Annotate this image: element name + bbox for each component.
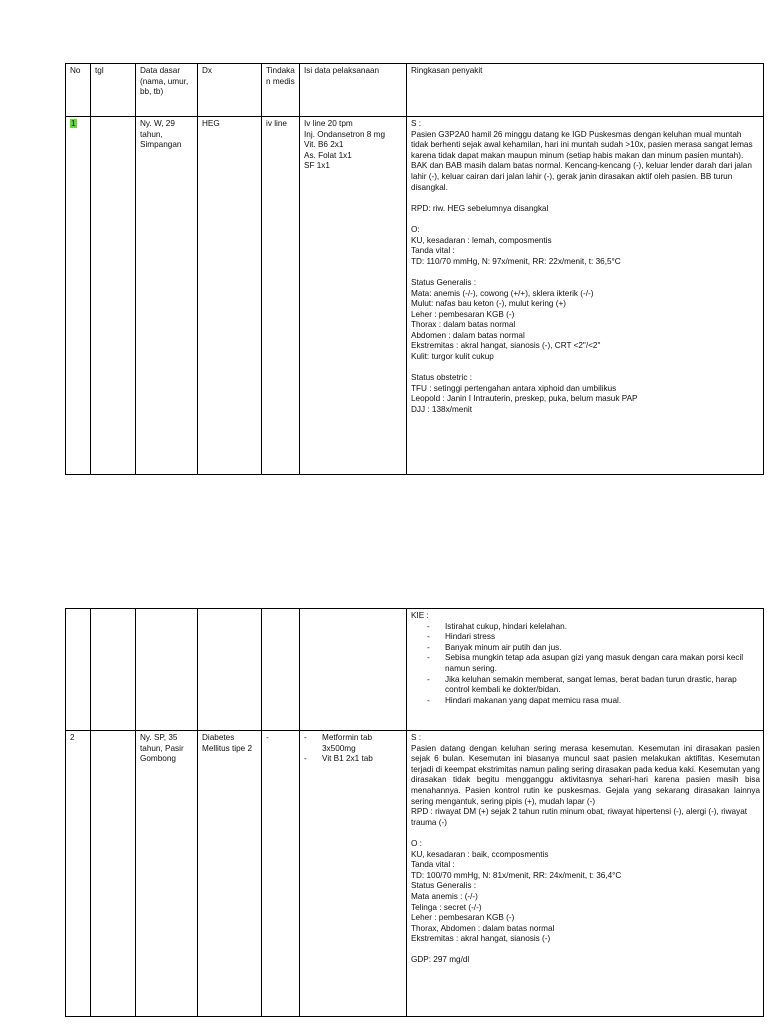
row1-isi-line: As. Folat 1x1 [304,150,352,160]
row2-isi-item: - Vit B1 2x1 tab [304,754,403,765]
row2-o-line: Mata anemis : (-/-) [411,891,478,901]
row2-o-line: Telinga : secret (-/-) [411,902,482,912]
row2-no: 2 [66,731,91,1017]
row1-ringkasan [407,117,764,475]
kie-item: - Istirahat cukup, hindari kelelahan. [427,622,760,633]
row2-o-line: Leher : pembesaran KGB (-) [411,913,515,923]
row1-rpd: RPD: riw. HEG sebelumnya disangkal [411,203,549,213]
row1-isi-data [300,117,407,475]
row1-status-obstetric-label: Status obstetric : [411,373,472,383]
cont-isi-data [300,609,407,731]
header-isi-data: Isi data pelaksanaan [300,64,407,117]
row1-no: 1 [71,119,76,128]
row2-o-line: Status Generalis : [411,881,477,891]
row1-s-text: Pasien G3P2A0 hamil 26 minggu datang ke IGD Puskesmas dengan keluhan mual muntah tidak berhenti sejak awal kehamilan, hari ini muntah sudah >10x, pasien merasa sangat lemas karena tidak dapat makan maupun minum (setiap habis makan dan minum pasien muntah). BAK dan BAB masih dalam batas normal. Kencang-kencang (-), keluar lender darah dari jalan lahir (-), keluar cairan dari jalan lahir (-), gerak janin dirasakan aktif oleh pasien. BB turun disangkal. [411,129,753,192]
row1-so-line: DJJ : 138x/menit [411,405,472,415]
row1-o-line: TD: 110/70 mmHg, N: 97x/menit, RR: 22x/menit, t: 36,5°C [411,256,621,266]
row1-s-label: S : [411,119,422,128]
row1-o-label: O: [411,224,420,234]
medical-record-table-2 [65,608,764,1017]
kie-item: - Hindari makanan yang dapat memicu rasa mual. [427,696,760,707]
row2-o-label: O : [411,838,422,848]
header-tgl: tgl [91,64,136,117]
row2-s-label: S : [411,733,422,742]
table-header-row [66,64,764,117]
kie-list [411,622,760,707]
row1-isi-line: Iv line 20 tpm [304,119,353,128]
row1-no-cell [66,117,91,475]
header-tindakan: Tindakan medis [262,64,300,117]
row1-sg-line: Mulut: nafas bau keton (-), mulut kering (+) [411,299,566,309]
row1-isi-line: SF 1x1 [304,161,330,171]
row1-o-line: Tanda vital : [411,246,455,256]
row1-data-dasar: Ny. W, 29 tahun, Simpangan [136,117,198,475]
row1-sg-line: Leher : pembesaran KGB (-) [411,309,515,319]
kie-item: - Jika keluhan semakin memberat, sangat lemas, berat badan turun drastic, harap control kembali ke dokter/bidan. [427,675,760,696]
row2-o-line: Ekstremitas : akral hangat, sianosis (-) [411,934,551,944]
row2-o-line: Tanda vital : [411,860,455,870]
row2-ringkasan [407,731,764,1017]
table-row-continuation [66,609,764,731]
row2-dx: Diabetes Mellitus tipe 2 [198,731,262,1017]
cont-no [66,609,91,731]
cont-tindakan [262,609,300,731]
row1-so-line: TFU : setinggi pertengahan antara xiphoid dan umbilikus [411,383,617,393]
row1-dx: HEG [198,117,262,475]
row2-rpd: RPD : riwayat DM (+) sejak 2 tahun rutin minum obat, riwayat hipertensi (-), alergi (-), riwayat trauma (-) [411,807,748,827]
row2-o-line: TD: 100/70 mmHg, N: 81x/menit, RR: 24x/menit, t: 36,4°C [411,870,622,880]
kie-label: KIE : [411,611,429,620]
cont-data-dasar [136,609,198,731]
row1-tgl [91,117,136,475]
row1-sg-line: Kulit: turgor kulit cukup [411,352,494,362]
cont-ringkasan [407,609,764,731]
header-ringkasan: Ringkasan penyakit [407,64,764,117]
row2-o-line: KU, kesadaran : baik, ccomposmentis [411,849,549,859]
row1-status-generalis-label: Status Generalis : [411,277,477,287]
row1-o-line: KU, kesadaran : lemah, composmentis [411,235,552,245]
table-row-2 [66,731,764,1017]
table-row-1 [66,117,764,475]
row1-sg-line: Abdomen : dalam batas normal [411,330,525,340]
row1-so-line: Leopold : Janin I Intrauterin, preskep, puka, belum masuk PAP [411,394,638,404]
header-dx: Dx [198,64,262,117]
row1-isi-line: Vit. B6 2x1 [304,140,344,150]
row1-isi-line: Inj. Ondansetron 8 mg [304,129,386,139]
header-no: No [66,64,91,117]
kie-item: - Hindari stress [427,632,760,643]
row2-gdp: GDP: 297 mg/dl [411,955,470,965]
row1-sg-line: Ekstremitas : akral hangat, sianosis (-), CRT <2"/<2" [411,341,601,351]
row2-isi-item: - Metformin tab 3x500mg [304,733,403,754]
row2-s-text: Pasien datang dengan keluhan sering merasa kesemutan. Kesemutan ini dirasakan pasien sejak 6 bulan. Kesemutan ini biasanya muncul saat pasien melakukan aktifitas. Kesemutan terjadi di keempat ekstrimitas namun paling sering dirasakan pada kedua kaki. Kesemutan yang dirasakan tidak begitu mengganggu aktivitasnya sehari-hari karena pasien masih bisa menahannya. Pasien kontrol rutin ke puskesmas. Gejala yang sekarang dirasakan lainnya sering mengantuk, sering pipis (+), mudah lapar (-) [411,743,760,806]
row1-sg-line: Mata: anemis (-/-), cowong (+/+), sklera ikterik (-/-) [411,288,594,298]
row1-sg-line: Thorax : dalam batas normal [411,320,516,330]
row1-tindakan: iv line [262,117,300,475]
row2-o-line: Thorax, Abdomen : dalam batas normal [411,923,555,933]
medical-record-table-1 [65,63,764,475]
kie-item: - Sebisa mungkin tetap ada asupan gizi yang masuk dengan cara makan porsi kecil namun sering. [427,653,760,674]
row2-data-dasar: Ny. SP, 35 tahun, Pasir Gombong [136,731,198,1017]
row2-isi-data [300,731,407,1017]
kie-item: - Banyak minum air putih dan jus. [427,643,760,654]
header-data-dasar: Data dasar (nama, umur, bb, tb) [136,64,198,117]
row2-tgl [91,731,136,1017]
cont-dx [198,609,262,731]
cont-tgl [91,609,136,731]
row2-tindakan: - [262,731,300,1017]
row2-isi-list [304,733,403,765]
